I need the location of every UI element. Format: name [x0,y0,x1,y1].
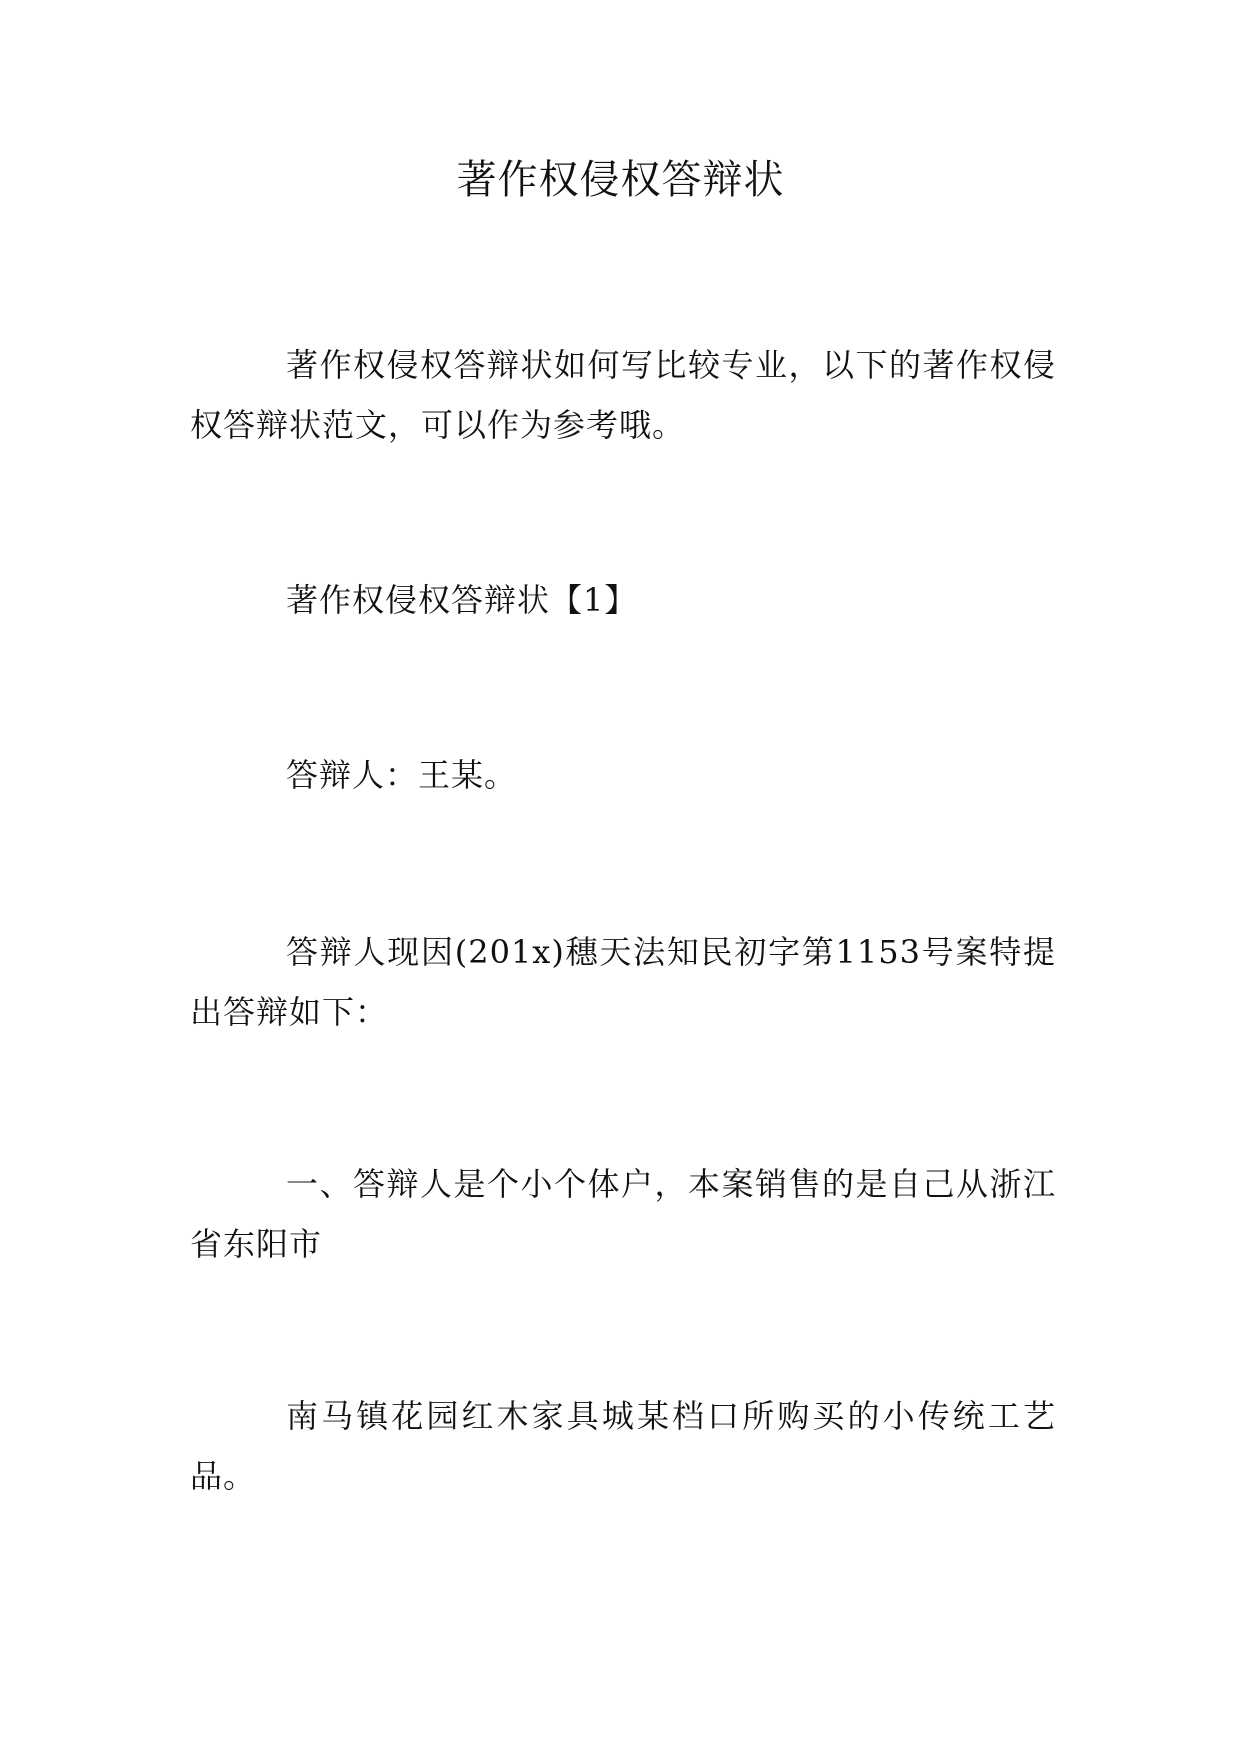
paragraph-point-one: 一、答辩人是个小个体户，本案销售的是自己从浙江省东阳市 [190,1165,1056,1263]
paragraph-respondent: 答辩人：王某。 [286,756,518,794]
paragraph-case-statement: 答辩人现因(201x)穗天法知民初字第1153号案特提出答辩如下： [190,933,1056,1031]
paragraph-intro: 著作权侵权答辩状如何写比较专业，以下的著作权侵权答辩状范文，可以作为参考哦。 [190,346,1056,444]
document-title: 著作权侵权答辩状 [456,157,785,203]
paragraph-section-heading: 著作权侵权答辩状【1】 [286,581,638,619]
paragraph-point-one-continued: 南马镇花园红木家具城某档口所购买的小传统工艺品。 [190,1397,1056,1495]
